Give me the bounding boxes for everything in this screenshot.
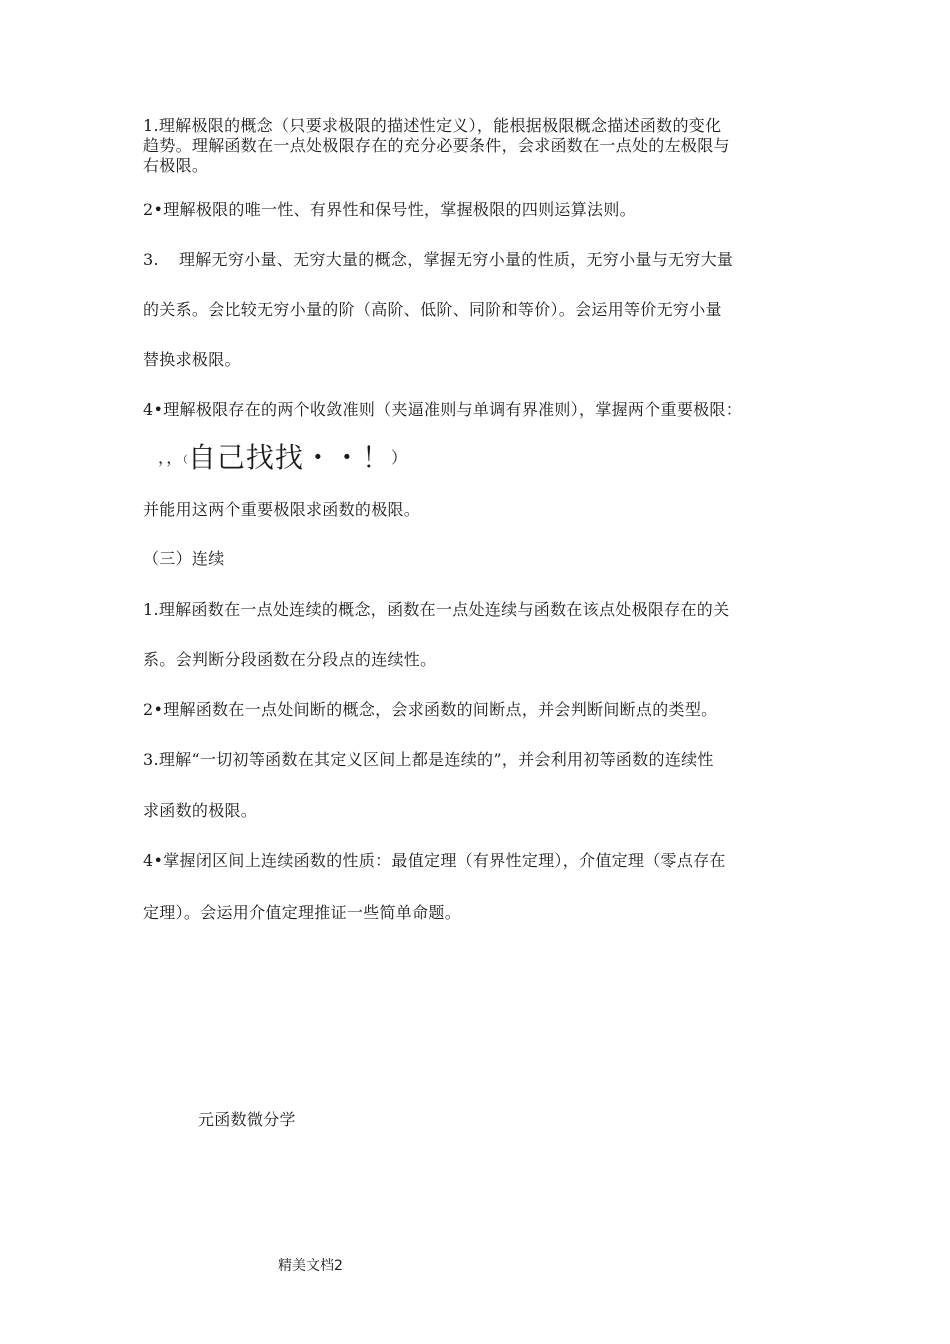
item3-line1 — [143, 250, 733, 270]
item4-line3: 并能用这两个重要极限求函数的极限。 — [143, 500, 421, 519]
page-footer: 精美文档2 — [278, 1258, 343, 1274]
cont3-line2: 求函数的极限。 — [143, 801, 258, 820]
cont3-line1: 3.理解“一切初等函数在其定义区间上都是连续的”，并会利用初等函数的连续性 — [143, 750, 714, 769]
cont4-line1: 4•掌握闭区间上连续函数的性质：最值定理（有界性定理），介值定理（零点存在 — [143, 851, 726, 870]
item3-line3: 替换求极限。 — [143, 350, 241, 369]
item3-line1-text: 理解无穷小量、无穷大量的概念，掌握无穷小量的性质，无穷小量与无穷大量 — [179, 250, 734, 269]
cont1-line1: 1.理解函数在一点处连续的概念，函数在一点处连续与函数在该点处极限存在的关 — [143, 600, 730, 619]
formula-paren-open: （ — [182, 455, 188, 466]
item4-line1: 4•理解极限存在的两个收敛准则（夹逼准则与单调有界准则），掌握两个重要极限： — [143, 400, 743, 419]
item1-line2: 趋势。理解函数在一点处极限存在的充分必要条件，会求函数在一点处的左极限与 — [143, 136, 730, 155]
item1-line1: 1.理解极限的概念（只要求极限的描述性定义），能根据极限概念描述函数的变化 — [143, 116, 722, 135]
next-section-heading: 元函数微分学 — [198, 1110, 296, 1129]
item2-text: 2•理解极限的唯一性、有界性和保号性，掌握极限的四则运算法则。 — [143, 200, 636, 219]
item3-line2: 的关系。会比较无穷小量的阶（高阶、低阶、同阶和等价）。会运用等价无穷小量 — [143, 300, 722, 319]
cont4-line2: 定理）。会运用介值定理推证一些简单命题。 — [143, 903, 462, 922]
item1-line3: 右极限。 — [143, 156, 209, 175]
formula-big-text: 自己找找・・！ — [187, 441, 391, 474]
cont1-line2: 系。会判断分段函数在分段点的连续性。 — [143, 650, 437, 669]
section3-heading: （三）连续 — [143, 549, 225, 568]
formula-paren-close: ） — [390, 448, 408, 467]
cont2-text: 2•理解函数在一点处间断的概念，会求函数的间断点，并会判断间断点的类型。 — [143, 700, 718, 719]
item4-formula-line — [158, 441, 408, 474]
formula-prefix: ，， — [158, 448, 183, 467]
item3-number: 3. — [143, 250, 159, 269]
